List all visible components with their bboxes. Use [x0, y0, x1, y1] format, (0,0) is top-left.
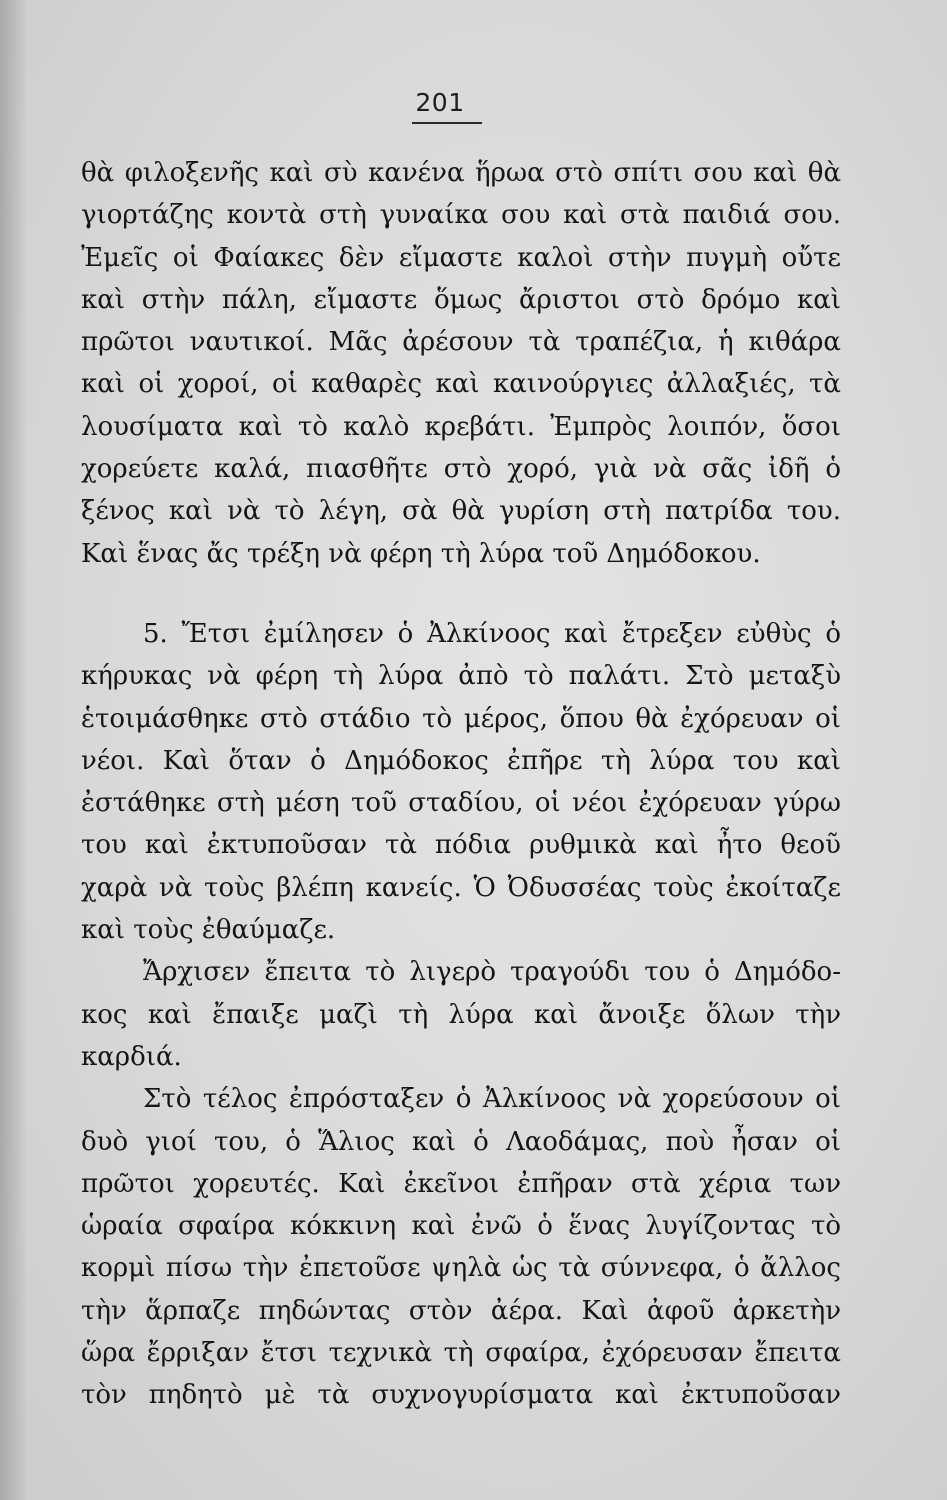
text-line: 5. Ἔτσι ἐμίλησεν ὁ Ἀλκίνοος καὶ ἔτρεξεν εὐθὺς ὁ [143, 618, 841, 649]
text-line: ὥρα ἔρριξαν ἔτσι τεχνικὰ τὴ σφαίρα, ἐχόρευσαν ἔπειτα [81, 1338, 841, 1369]
text-line: Καὶ ἕνας ἄς τρέξη νὰ φέρη τὴ λύρα τοῦ Δημόδοκου. [81, 538, 761, 569]
spine-shadow [0, 0, 28, 1500]
text-line: καὶ τοὺς ἐθαύμαζε. [81, 915, 336, 946]
text-line: καὶ οἱ χοροί, οἱ καθαρὲς καὶ καινούργιες ἀλλαξιές, τὰ [81, 369, 841, 400]
page-number-underline [412, 122, 482, 124]
text-line: κος καὶ ἔπαιξε μαζὶ τὴ λύρα καὶ ἄνοιξε ὅλων τὴν [81, 999, 841, 1030]
page-number: 201 [415, 88, 465, 117]
text-line: νέοι. Καὶ ὅταν ὁ Δημόδοκος ἐπῆρε τὴ λύρα του καὶ [81, 745, 841, 776]
text-line: κορμὶ πίσω τὴν ἐπετοῦσε ψηλὰ ὡς τὰ σύννεφα, ὁ ἄλλος [81, 1253, 841, 1284]
text-line: λουσίματα καὶ τὸ καλὸ κρεβάτι. Ἐμπρὸς λοιπόν, ὅσοι [81, 411, 841, 442]
text-line: χορεύετε καλά, πιασθῆτε στὸ χορό, γιὰ νὰ σᾶς ἰδῆ ὁ [81, 454, 841, 485]
text-line: καρδιά. [81, 1041, 182, 1072]
body-text [81, 152, 841, 1417]
text-line: δυὸ γιοί του, ὁ Ἅλιος καὶ ὁ Λαοδάμας, ποὺ ἦσαν οἱ [81, 1126, 841, 1157]
text-line: Ἐμεῖς οἱ Φαίακες δὲν εἴμαστε καλοὶ στὴν πυγμὴ οὔτε [81, 242, 841, 273]
text-line: θὰ φιλοξενῆς καὶ σὺ κανένα ἥρωα στὸ σπίτι σου καὶ θὰ [81, 158, 841, 188]
text-line: ξένος καὶ νὰ τὸ λέγη, σὰ θὰ γυρίση στὴ πατρίδα του. [81, 496, 841, 527]
section-gap [81, 575, 841, 613]
text-line: καὶ στὴν πάλη, εἴμαστε ὅμως ἄριστοι στὸ δρόμο καὶ [81, 284, 841, 315]
text-line: ὡραία σφαίρα κόκκινη καὶ ἐνῶ ὁ ἕνας λυγίζοντας τὸ [81, 1211, 841, 1242]
text-line: κήρυκας νὰ φέρη τὴ λύρα ἀπὸ τὸ παλάτι. Στὸ μεταξὺ [81, 661, 841, 692]
text-line: τὸν πηδητὸ μὲ τὰ συχνογυρίσματα καὶ ἐκτυποῦσαν [81, 1380, 841, 1411]
text-line: πρῶτοι χορευτές. Καὶ ἐκεῖνοι ἐπῆραν στὰ χέρια των [81, 1168, 841, 1199]
text-line: Στὸ τέλος ἐπρόσταξεν ὁ Ἀλκίνοος νὰ χορεύσουν οἱ [143, 1084, 841, 1115]
text-line: ἐστάθηκε στὴ μέση τοῦ σταδίου, οἱ νέοι ἐχόρευαν γύρω [81, 788, 841, 819]
text-line: χαρὰ νὰ τοὺς βλέπη κανείς. Ὁ Ὀδυσσέας τοὺς ἐκοίταζε [81, 872, 841, 903]
text-line: τὴν ἅρπαζε πηδώντας στὸν ἀέρα. Καὶ ἀφοῦ ἀρκετὴν [81, 1295, 841, 1326]
text-line: ἑτοιμάσθηκε στὸ στάδιο τὸ μέρος, ὅπου θὰ ἐχόρευαν οἱ [81, 703, 841, 734]
text-line: Ἄρχισεν ἔπειτα τὸ λιγερὸ τραγούδι του ὁ Δημόδο- [143, 957, 841, 988]
text-line: του καὶ ἐκτυποῦσαν τὰ πόδια ρυθμικὰ καὶ ἦτο θεοῦ [81, 830, 841, 861]
text-line: γιορτάζης κοντὰ στὴ γυναίκα σου καὶ στὰ παιδιά σου. [81, 200, 841, 231]
text-line: πρῶτοι ναυτικοί. Μᾶς ἀρέσουν τὰ τραπέζια, ἡ κιθάρα [81, 327, 841, 358]
